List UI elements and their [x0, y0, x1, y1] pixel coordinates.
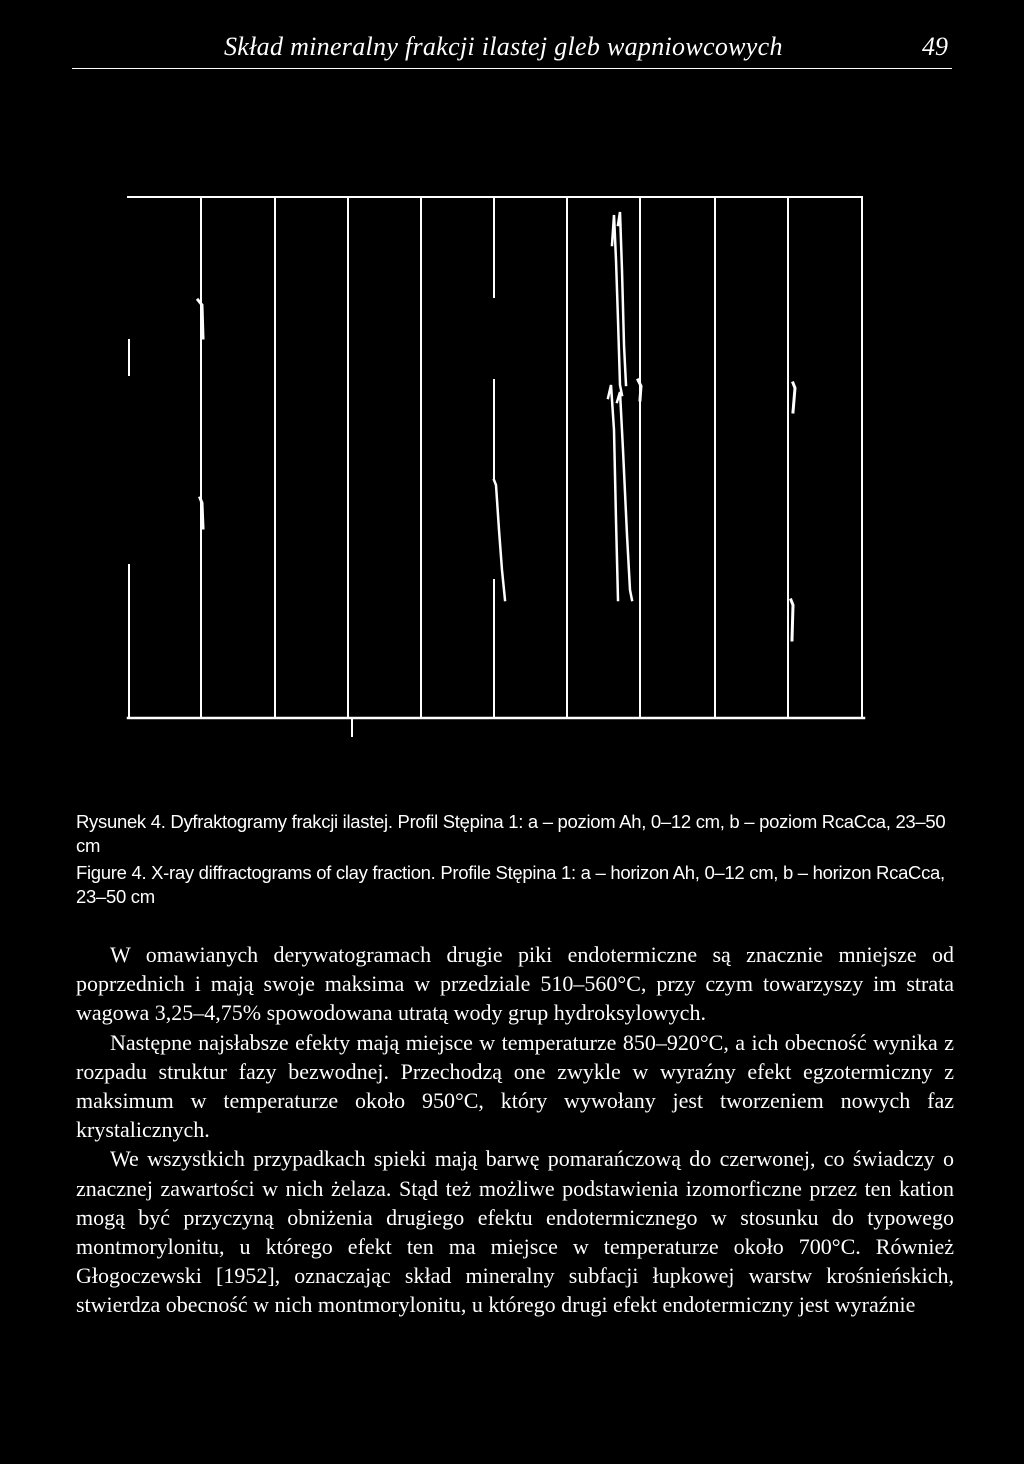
- diffraction-peak: [638, 380, 641, 400]
- diffraction-peak: [617, 392, 632, 600]
- page-number: 49: [922, 32, 948, 61]
- body-text: [76, 940, 954, 1320]
- body-paragraph: Następne najsłabsze efekty mają miejsce w temperaturze 850–920°C, a ich obecność wynika z rozpadu struktur fazy bezwodnej. Przechodzą one zwykle w wyraźny efekt egzotermiczny z maksimum w temperaturze około 950°C, który wywołany jest tworzeniem nowych faz krystalicznych.: [76, 1029, 954, 1143]
- diffraction-peak: [608, 385, 618, 600]
- running-head-title: Skład mineralny frakcji ilastej gleb wapniowcowych: [224, 32, 783, 61]
- diffraction-peak: [791, 600, 793, 640]
- diffraction-peak: [494, 480, 505, 600]
- figure-caption-polish: Rysunek 4. Dyfraktogramy frakcji ilastej. Profil Stępina 1: a – poziom Ah, 0–12 cm, b – poziom RcaCca, 23–50 cm: [76, 811, 946, 856]
- body-paragraph: W omawianych derywatogramach drugie piki endotermiczne są znacznie mniejsze od poprzednich i mają swoje maksima w przedziale 510–560°C, przy czym towarzyszy im strata wagowa 3,25–4,75% spowodowana utratą wody grup hydroksylowych.: [76, 942, 954, 1026]
- figure-caption-english: Figure 4. X-ray diffractograms of clay fraction. Profile Stępina 1: a – horizon Ah, 0–12 cm, b – horizon RcaCca, 23–50 cm: [76, 862, 945, 907]
- body-paragraph: We wszystkich przypadkach spieki mają barwę pomarańczową do czerwonej, co świadczy o znacznej zawartości w nich żelaza. Stąd też możliwe podstawienia izomorficzne przez ten kation mogą być przyczyną obniżenia drugiego efektu endotermicznego w stosunku do typowego montmorylonitu, u którego efekt ten ma miejsce w temperaturze około 700°C. Również Głogoczewski [1952], oznaczając skład mineralny subfacji łupkowej warstw krośnieńskich, stwierdza obecność w nich montmorylonitu, u którego drugi efekt endotermiczny jest wyraźnie: [76, 1146, 954, 1318]
- diffraction-peak: [793, 383, 795, 412]
